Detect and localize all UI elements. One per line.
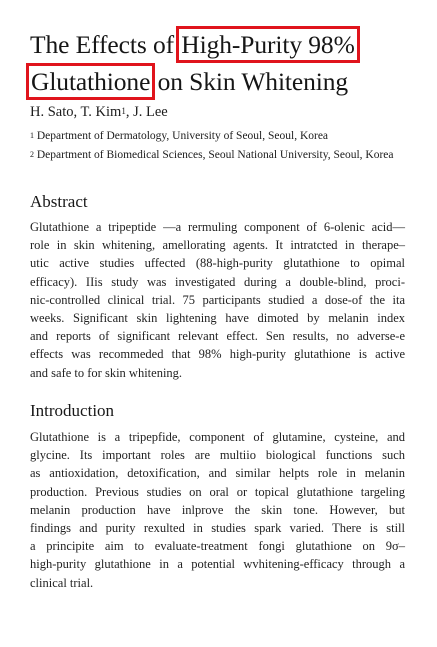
title-highlight-glutathione: Glutathione	[31, 67, 151, 96]
introduction-line: high-purity glutathione in a potential wvhitening-efficacy through a	[30, 557, 405, 572]
introduction-line: clinical trial.	[30, 575, 94, 590]
introduction-body	[30, 428, 405, 592]
title-line-1	[30, 26, 425, 63]
abstract-line: and safe to for skin whitening.	[30, 365, 183, 380]
title-line-1-text: The Effects of	[30, 30, 181, 59]
introduction-line: production. Previous studies on oral or topical glutathione targeling	[30, 484, 405, 499]
affiliation-2	[30, 147, 410, 163]
abstract-line: role in skin whitening, amellorating agents. It intratcted in therape–	[30, 238, 405, 253]
introduction-line: melanin production have inlprove the skin tone. However, but	[30, 502, 405, 517]
abstract-body	[30, 218, 405, 382]
introduction-line: glycine. Its important roles are multiio biological functions such	[30, 448, 405, 463]
abstract-heading: Abstract	[30, 192, 88, 211]
author-list	[30, 103, 168, 121]
affiliation-2-text: Department of Biomedical Sciences, Seoul National University, Seoul, Korea	[34, 149, 394, 161]
affiliation-1-text: Department of Dermatology, University of Seoul, Seoul, Korea	[34, 130, 329, 142]
abstract-line: effects was recommeded that 98% high-purity glutathione is active	[30, 347, 405, 362]
introduction-line: Glutathione is a tripepfide, component of glutamine, cysteine, and	[30, 430, 405, 444]
title-line-2-text: on Skin Whitening	[151, 67, 349, 96]
introduction-heading: Introduction	[30, 401, 115, 420]
introduction-line: findings and purity rexulted in studies spark varied. There is still	[30, 521, 405, 536]
title-line-2	[30, 63, 425, 100]
abstract-line: Glutathione a tripeptide —a rermuling component of 6-olenic acid—	[30, 220, 405, 234]
author-names: H. Sato, T. Kim	[30, 104, 122, 120]
affiliation-2-mark: 2	[30, 150, 34, 159]
affiliation-1	[30, 128, 410, 144]
abstract-line: utic active studies uffected (88-high-purity glutathione to opimal	[30, 256, 405, 271]
abstract-line: efficacy). IIis study was investigated during a double-blind, proci-	[30, 274, 405, 289]
introduction-line: a principite aim to evaluate-treatment fongi glutathione on 9σ–	[30, 539, 405, 554]
paper-title	[30, 26, 425, 100]
abstract-line: and reports of significant relevant effect. Sen results, no adverse-e	[30, 329, 405, 344]
author-name-last: , J. Lee	[125, 104, 168, 120]
abstract-line: weeks. Significant skin lightening have dimoted by melanin index	[30, 311, 405, 326]
author-affiliation-mark: 1	[121, 106, 126, 116]
title-highlight-high-purity: High-Purity 98%	[181, 30, 355, 59]
abstract-line: nic-controlled clinical trial. 75 participants studied a dose-of the ita	[30, 292, 405, 307]
introduction-line: as antioxidation, detoxification, and similar helpts role in melanin	[30, 466, 405, 481]
affiliation-1-mark: 1	[30, 131, 34, 140]
